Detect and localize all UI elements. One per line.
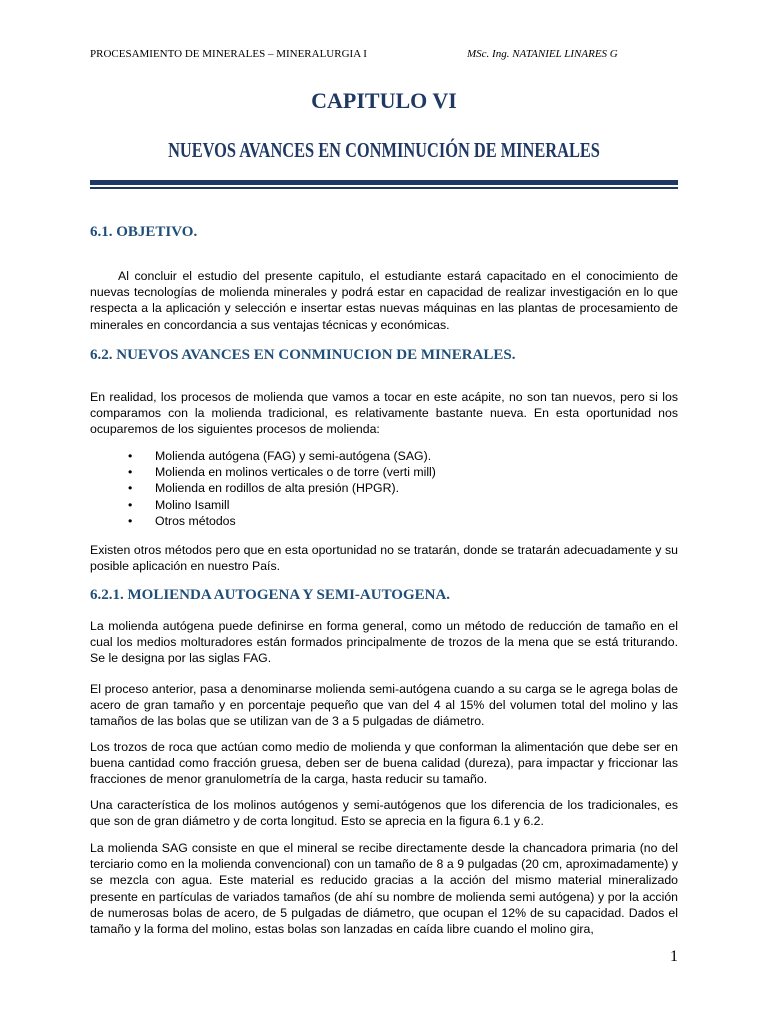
main-title: NUEVOS AVANCES EN CONMINUCIÓN DE MINERALES [168,138,600,162]
paragraph-mill-geometry: Una característica de los molinos autógenos y semi-autógenos que los diferencia de los tradicionales, es que son de gran diámetro y de corta longitud. Esto se aprecia en la figura 6.1 y 6.2. [90,798,678,829]
header-course-title: PROCESAMIENTO DE MINERALES – MINERALURGIA I [90,48,367,60]
page-number: 1 [670,948,678,965]
section-heading-6-1: 6.1. OBJETIVO. [90,224,198,240]
paragraph-intro-6-2: En realidad, los procesos de molienda que vamos a tocar en este acápite, no son tan nuevos, pero si los comparamos con la molienda tradicional, es relativamente bastante nueva. En esta oportunidad nos ocuparemos de los siguientes procesos de molienda: [90,390,678,437]
section-heading-6-2-1: 6.2.1. MOLIENDA AUTOGENA Y SEMI-AUTOGENA. [90,587,451,603]
title-divider-thin [90,187,678,189]
paragraph-sag-definition: El proceso anterior, pasa a denominarse molienda semi-autógena cuando a su carga se le agrega bolas de acero de gran tamaño y en porcentaje pequeño que van del 4 al 15% del volumen total del molino y las tamaños de las bolas que se utilizan van de 3 a 5 pulgadas de diámetro. [90,682,678,729]
header-author: MSc. Ing. NATANIEL LINARES G [467,48,618,60]
paragraph-rock-media: Los trozos de roca que actúan como medio de molienda y que conforman la alimentación que debe ser en buena cantidad como fracción gruesa, deben ser de buena calidad (dureza), para impactar y friccionar las fracciones de menor granulometría de la carga, hasta reducir su tamaño. [90,740,678,787]
process-list [128,448,436,529]
bullet-icon: • [128,481,133,496]
title-divider-thick [90,180,678,185]
bullet-icon: • [128,497,133,512]
bullet-icon: • [128,449,133,463]
paragraph-sag-process: La molienda SAG consiste en que el mineral se recibe directamente desde la chancadora primaria (no del terciario como en la molienda convencional) con un tamaño de 8 a 9 pulgadas (20 cm, aproximadamente) y se mezcla con agua. Este material es reducido gracias a la acción del mismo material mineralizado presente en partículas de variados tamaños (de ahí su nombre de molienda semi autógena) y por la acción de numerosas bolas de acero, de 5 pulgadas de diámetro, que ocupan el 12% de su capacidad. Dados el tamaño y la forma del molino, estas bolas son lanzadas en caída libre cuando el molino gira, [90,841,678,937]
list-item: • Molienda en rodillos de alta presión (HPGR). [128,481,400,496]
list-item: • Molienda autógena (FAG) y semi-autógena (SAG). [128,449,432,463]
list-item: • Otros métodos [128,513,236,528]
list-item: • Molino Isamill [128,497,230,512]
bullet-icon: • [128,513,133,528]
bullet-icon: • [128,465,133,480]
chapter-title: CAPITULO VI [311,88,457,113]
paragraph-outro-6-2: Existen otros métodos pero que en esta oportunidad no se tratarán, donde se tratarán adecuadamente y su posible aplicación en nuestro País. [90,543,678,574]
section-heading-6-2: 6.2. NUEVOS AVANCES EN CONMINUCION DE MINERALES. [90,347,516,363]
paragraph-fag-definition: La molienda autógena puede definirse en forma general, como un método de reducción de tamaño en el cual los medios molturadores están formados principalmente de trozos de la mena que se está triturando. Se le designa por las siglas FAG. [90,619,678,666]
list-item: • Molienda en molinos verticales o de torre (verti mill) [128,465,436,480]
paragraph-objetivo: Al concluir el estudio del presente capitulo, el estudiante estará capacitado en el conocimiento de nuevas tecnologías de molienda minerales y podrá estar en capacidad de realizar investigación en lo que respecta a la aplicación y selección e insertar estas nuevas máquinas en las plantas de procesamiento de minerales en concordancia a sus ventajas técnicas y económicas. [90,269,678,332]
